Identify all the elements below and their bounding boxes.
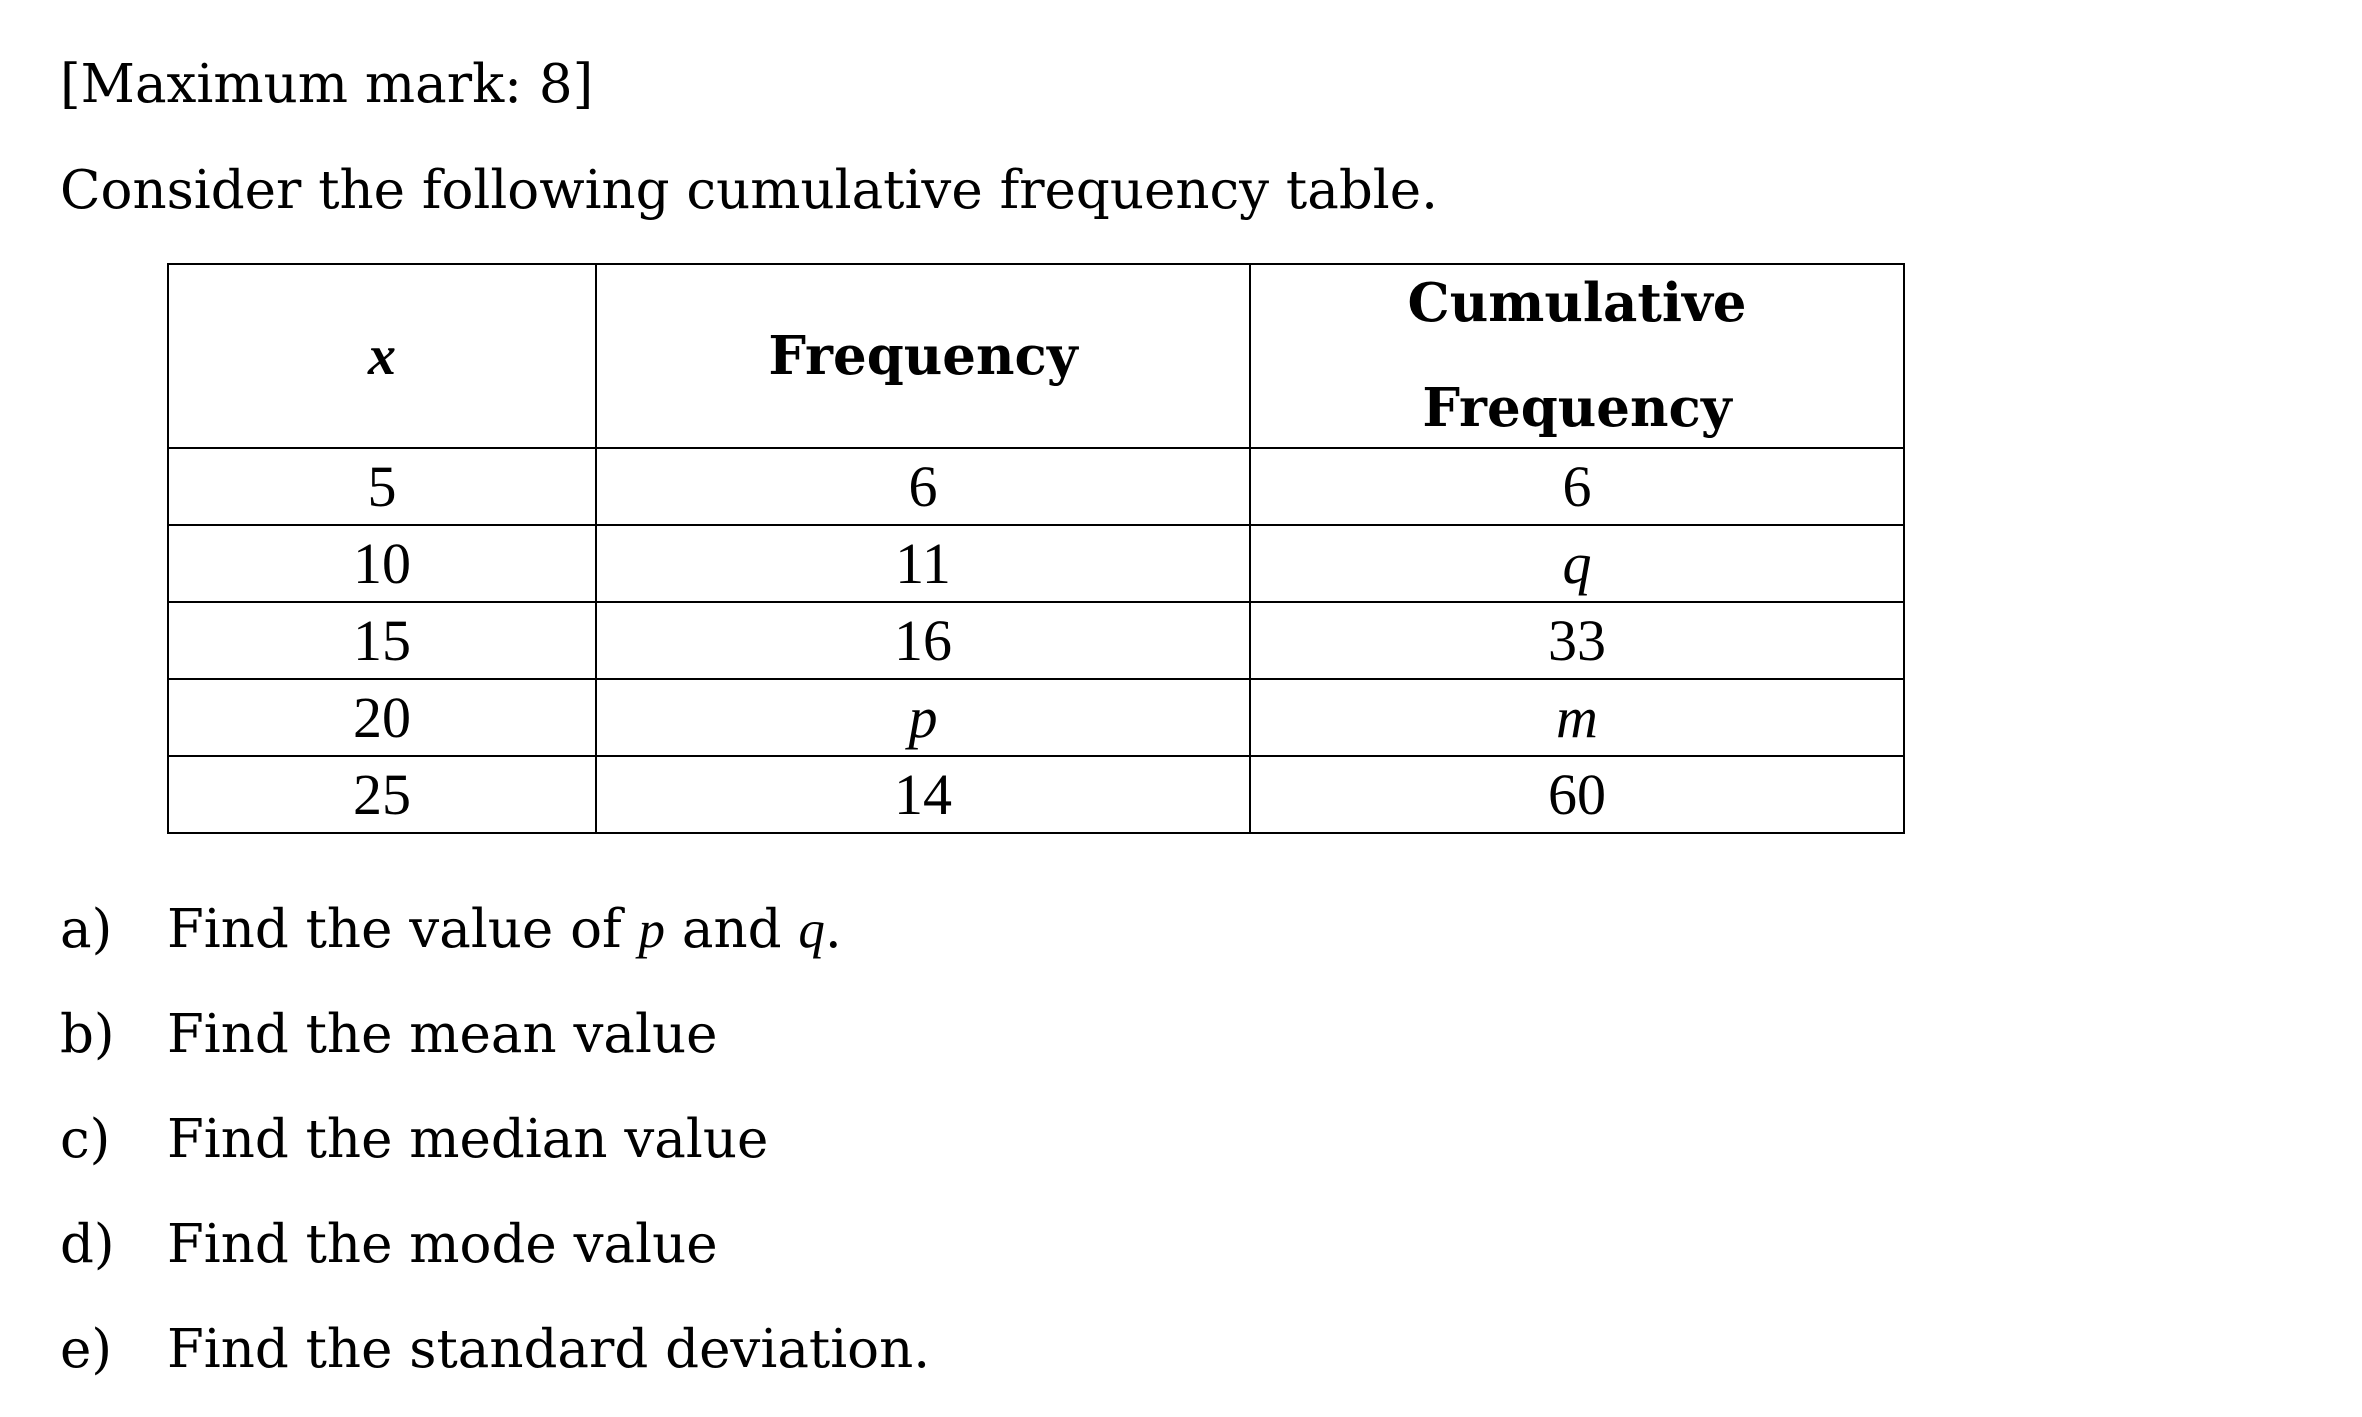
question-text: Find the standard deviation. bbox=[167, 1319, 931, 1380]
header-cumulative-line1: Cumulative bbox=[1407, 272, 1747, 334]
cell-x: 20 bbox=[168, 679, 596, 756]
cell-frequency: 16 bbox=[596, 602, 1250, 679]
cell-cumulative: 33 bbox=[1250, 602, 1904, 679]
question-letter: a) bbox=[60, 899, 113, 960]
max-mark-header: [Maximum mark: 8] bbox=[60, 54, 594, 115]
cell-cumulative: 60 bbox=[1250, 756, 1904, 833]
cell-cumulative: 6 bbox=[1250, 448, 1904, 525]
cell-x: 25 bbox=[168, 756, 596, 833]
question-letter: c) bbox=[60, 1109, 111, 1170]
table-row bbox=[168, 679, 1904, 756]
cell-frequency: 6 bbox=[596, 448, 1250, 525]
question-c bbox=[60, 1109, 769, 1170]
cell-x: 5 bbox=[168, 448, 596, 525]
question-text: Find the mode value bbox=[167, 1214, 718, 1275]
question-b bbox=[60, 1004, 718, 1065]
table-row bbox=[168, 602, 1904, 679]
header-frequency: Frequency bbox=[596, 264, 1250, 448]
cell-x: 15 bbox=[168, 602, 596, 679]
cell-cumulative: q bbox=[1250, 525, 1904, 602]
header-cumulative-line2: Frequency bbox=[1422, 377, 1732, 439]
table-header-row bbox=[168, 264, 1904, 448]
question-text: and bbox=[665, 899, 799, 960]
question-a bbox=[60, 899, 842, 960]
question-d bbox=[60, 1214, 718, 1275]
intro-text: Consider the following cumulative frequency table. bbox=[60, 160, 1438, 221]
question-letter: e) bbox=[60, 1319, 113, 1380]
table-row bbox=[168, 525, 1904, 602]
cell-frequency: 14 bbox=[596, 756, 1250, 833]
question-text: Find the median value bbox=[167, 1109, 769, 1170]
variable-q: q bbox=[798, 901, 825, 959]
table-row bbox=[168, 448, 1904, 525]
question-text: Find the value of bbox=[167, 899, 639, 960]
cumulative-frequency-table bbox=[167, 263, 1905, 834]
question-e bbox=[60, 1319, 931, 1380]
cell-frequency: 11 bbox=[596, 525, 1250, 602]
header-cumulative-frequency bbox=[1250, 264, 1904, 448]
header-x: x bbox=[168, 264, 596, 448]
question-letter: b) bbox=[60, 1004, 115, 1065]
cell-cumulative: m bbox=[1250, 679, 1904, 756]
question-letter: d) bbox=[60, 1214, 115, 1275]
cell-x: 10 bbox=[168, 525, 596, 602]
cell-frequency: p bbox=[596, 679, 1250, 756]
question-text: . bbox=[824, 899, 842, 960]
table-row bbox=[168, 756, 1904, 833]
variable-p: p bbox=[638, 901, 665, 959]
question-text: Find the mean value bbox=[167, 1004, 718, 1065]
